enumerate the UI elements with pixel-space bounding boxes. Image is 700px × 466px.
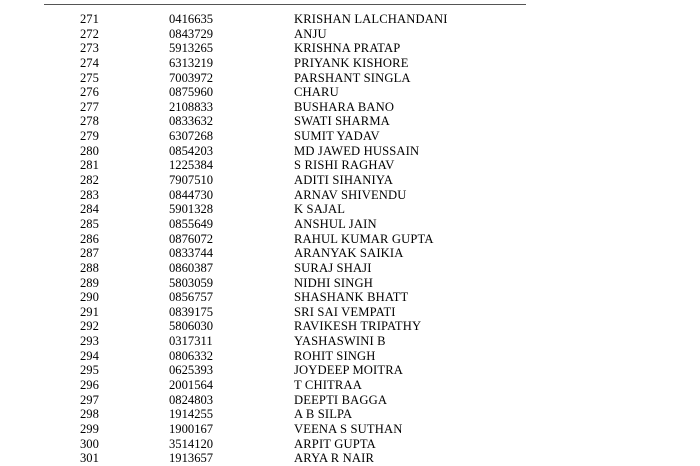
list-item	[0, 305, 700, 320]
candidate-name: SWATI SHARMA	[294, 114, 390, 129]
roll-number: 6307268	[169, 129, 214, 144]
candidate-name: ARYA R NAIR	[294, 451, 375, 466]
roll-number: 3514120	[169, 436, 214, 451]
serial-number: 293	[80, 334, 99, 349]
serial-number: 272	[80, 26, 99, 41]
candidate-name: SUMIT YADAV	[294, 129, 380, 144]
serial-number: 285	[80, 216, 99, 231]
roll-number: 7003972	[169, 70, 214, 85]
roll-number: 1913657	[169, 451, 214, 466]
serial-number: 294	[80, 348, 99, 363]
candidate-name: YASHASWINI B	[294, 334, 386, 349]
serial-number: 300	[80, 436, 99, 451]
serial-number: 280	[80, 143, 99, 158]
list-item	[0, 71, 700, 86]
candidate-name: S RISHI RAGHAV	[294, 158, 395, 173]
serial-number: 277	[80, 99, 99, 114]
roll-number: 1914255	[169, 407, 214, 422]
serial-number: 297	[80, 392, 99, 407]
serial-number: 276	[80, 85, 99, 100]
list-item	[0, 334, 700, 349]
list-item	[0, 56, 700, 71]
list-item	[0, 114, 700, 129]
serial-number: 295	[80, 363, 99, 378]
candidate-name: ARPIT GUPTA	[294, 436, 376, 451]
candidate-name: MD JAWED HUSSAIN	[294, 143, 420, 158]
roll-number: 0824803	[169, 392, 214, 407]
roll-number: 6313219	[169, 55, 214, 70]
roll-number: 0625393	[169, 363, 214, 378]
serial-number: 301	[80, 451, 99, 466]
list-item	[0, 349, 700, 364]
roll-number: 0416635	[169, 12, 214, 26]
candidate-name: SRI SAI VEMPATI	[294, 304, 396, 319]
serial-number: 292	[80, 319, 99, 334]
list-item	[0, 41, 700, 56]
candidate-name: JOYDEEP MOITRA	[294, 363, 404, 378]
list-item	[0, 173, 700, 188]
list-item	[0, 85, 700, 100]
roll-number: 5901328	[169, 202, 214, 217]
candidate-name: PARSHANT SINGLA	[294, 70, 411, 85]
list-item	[0, 290, 700, 305]
result-list	[0, 12, 700, 466]
roll-number: 0317311	[169, 334, 213, 349]
serial-number: 283	[80, 187, 99, 202]
serial-number: 298	[80, 407, 99, 422]
roll-number: 0833632	[169, 114, 214, 129]
roll-number: 5806030	[169, 319, 214, 334]
roll-number: 2108833	[169, 99, 214, 114]
list-item	[0, 27, 700, 42]
list-item	[0, 276, 700, 291]
roll-number: 0806332	[169, 348, 214, 363]
roll-number: 0839175	[169, 304, 214, 319]
candidate-name: KRISHNA PRATAP	[294, 41, 401, 56]
candidate-name: A B SILPA	[294, 407, 353, 422]
roll-number: 0876072	[169, 231, 214, 246]
list-item	[0, 319, 700, 334]
candidate-name: T CHITRAA	[294, 378, 362, 393]
list-item	[0, 129, 700, 144]
list-item	[0, 217, 700, 232]
list-item	[0, 261, 700, 276]
candidate-name: BUSHARA BANO	[294, 99, 395, 114]
candidate-name: ROHIT SINGH	[294, 348, 376, 363]
list-item	[0, 407, 700, 422]
roll-number: 0875960	[169, 85, 214, 100]
candidate-name: VEENA S SUTHAN	[294, 421, 403, 436]
roll-number: 5913265	[169, 41, 214, 56]
candidate-name: RAVIKESH TRIPATHY	[294, 319, 422, 334]
serial-number: 284	[80, 202, 99, 217]
candidate-name: KRISHAN LALCHANDANI	[294, 12, 448, 26]
list-item	[0, 393, 700, 408]
roll-number: 0856757	[169, 290, 214, 305]
candidate-name: ANSHUL JAIN	[294, 216, 377, 231]
list-item	[0, 232, 700, 247]
serial-number: 290	[80, 290, 99, 305]
serial-number: 286	[80, 231, 99, 246]
serial-number: 282	[80, 173, 99, 188]
roll-number: 0843729	[169, 26, 214, 41]
candidate-name: ANJU	[294, 26, 327, 41]
serial-number: 288	[80, 260, 99, 275]
list-item	[0, 144, 700, 159]
serial-number: 296	[80, 378, 99, 393]
serial-number: 278	[80, 114, 99, 129]
roll-number: 0855649	[169, 216, 214, 231]
candidate-name: ARNAV SHIVENDU	[294, 187, 407, 202]
roll-number: 0854203	[169, 143, 214, 158]
serial-number: 275	[80, 70, 99, 85]
serial-number: 289	[80, 275, 99, 290]
top-rule	[44, 4, 526, 5]
list-item	[0, 202, 700, 217]
roll-number: 1900167	[169, 421, 214, 436]
roll-number: 0860387	[169, 260, 214, 275]
roll-number: 1225384	[169, 158, 214, 173]
list-item	[0, 12, 700, 27]
candidate-name: SHASHANK BHATT	[294, 290, 409, 305]
list-item	[0, 451, 700, 466]
roll-number: 5803059	[169, 275, 214, 290]
candidate-name: PRIYANK KISHORE	[294, 55, 409, 70]
roll-number: 7907510	[169, 173, 214, 188]
candidate-name: K SAJAL	[294, 202, 346, 217]
candidate-name: ARANYAK SAIKIA	[294, 246, 404, 261]
serial-number: 281	[80, 158, 99, 173]
serial-number: 273	[80, 41, 99, 56]
list-item	[0, 422, 700, 437]
serial-number: 274	[80, 55, 99, 70]
serial-number: 291	[80, 304, 99, 319]
roll-number: 2001564	[169, 378, 214, 393]
list-item	[0, 437, 700, 452]
serial-number: 271	[80, 12, 99, 26]
list-item	[0, 188, 700, 203]
candidate-name: RAHUL KUMAR GUPTA	[294, 231, 434, 246]
candidate-name: CHARU	[294, 85, 339, 100]
candidate-name: ADITI SIHANIYA	[294, 173, 393, 188]
list-item	[0, 363, 700, 378]
candidate-name: SURAJ SHAJI	[294, 260, 372, 275]
candidate-name: NIDHI SINGH	[294, 275, 373, 290]
candidate-name: DEEPTI BAGGA	[294, 392, 388, 407]
roll-number: 0833744	[169, 246, 214, 261]
list-item	[0, 100, 700, 115]
list-item	[0, 158, 700, 173]
roll-number: 0844730	[169, 187, 214, 202]
list-item	[0, 378, 700, 393]
serial-number: 287	[80, 246, 99, 261]
list-item	[0, 246, 700, 261]
serial-number: 279	[80, 129, 99, 144]
serial-number: 299	[80, 421, 99, 436]
